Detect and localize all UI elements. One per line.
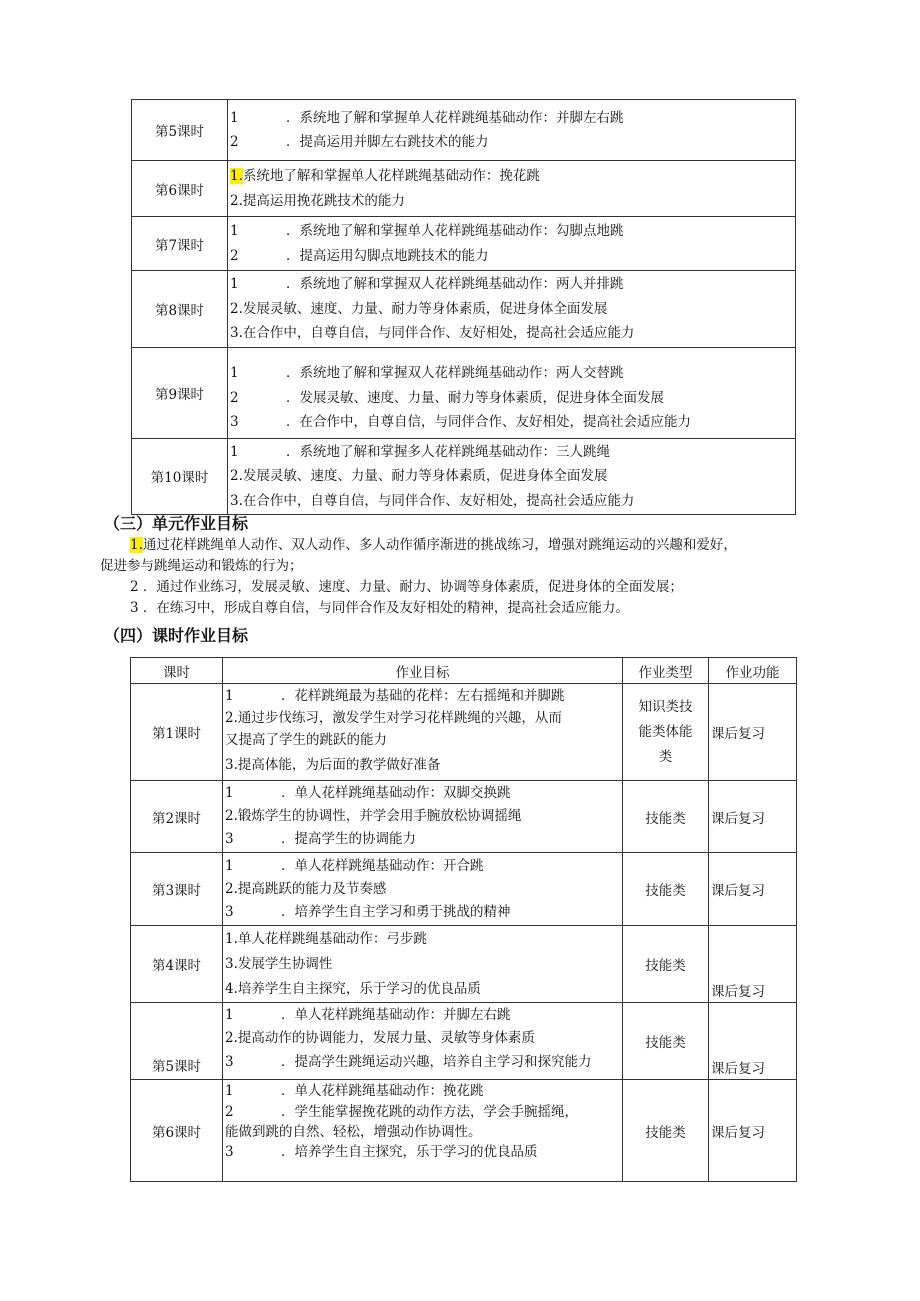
lesson-label: 第10课时	[132, 438, 228, 515]
lesson-goals: 1 ．系统地了解和掌握双人花样跳绳基础动作：两人交替跳 2 ．发展灵敏、速度、力量、耐力等身体素质，促进身体全面发展 3 ．在合作中，自尊自信，与同伴合作、友好相处，提高社会适应能力	[228, 347, 796, 438]
homework-type: 技能类	[623, 781, 709, 853]
table-row	[131, 1080, 797, 1182]
section-heading-lesson-homework-goals: （四）课时作业目标	[104, 626, 249, 645]
homework-type: 技能类	[623, 926, 709, 1003]
unit-goal-2: 2 ．通过作业练习，发展灵敏、速度、力量、耐力、协调等身体素质，促进身体的全面发展；	[130, 579, 683, 595]
lesson-label: 第8课时	[132, 271, 228, 348]
lesson-goals: 1.系统地了解和掌握单人花样跳绳基础动作：挽花跳 2.提高运用挽花跳技术的能力	[228, 161, 796, 217]
lesson-goals: 1 ．系统地了解和掌握单人花样跳绳基础动作：勾脚点地跳 2 ．提高运用勾脚点地跳技术的能力	[228, 217, 796, 271]
table-row	[131, 684, 797, 781]
table-row	[131, 1003, 797, 1080]
table-row	[132, 100, 796, 161]
lesson-goals: 1 ．系统地了解和掌握双人花样跳绳基础动作：两人并排跳 2.发展灵敏、速度、力量、耐力等身体素质，促进身体全面发展 3.在合作中，自尊自信，与同伴合作、友好相处，提高社会适应能力	[228, 271, 796, 348]
table-row	[131, 781, 797, 853]
homework-goals: 1 ．单人花样跳绳基础动作：挽花跳 2 ．学生能掌握挽花跳的动作方法，学会手腕摇绳， 能做到跳的自然、轻松，增强动作协调性。 3 ．培养学生自主探究，乐于学习的优良品质	[223, 1080, 623, 1182]
header-type: 作业类型	[623, 658, 709, 684]
lesson-label: 第7课时	[132, 217, 228, 271]
homework-function: 课后复习	[709, 1080, 797, 1182]
header-goal: 作业目标	[223, 658, 623, 684]
lesson-label: 第4课时	[131, 926, 223, 1003]
homework-type: 技能类	[623, 1080, 709, 1182]
table-row	[131, 853, 797, 926]
homework-type: 技能类	[623, 1003, 709, 1080]
lesson-label: 第6课时	[131, 1080, 223, 1182]
header-function: 作业功能	[709, 658, 797, 684]
homework-function: 课后复习	[709, 684, 797, 781]
homework-type: 技能类	[623, 853, 709, 926]
homework-goals: 1 ．花样跳绳最为基础的花样：左右摇绳和并脚跳 2.通过步伐练习，激发学生对学习花样跳绳的兴趣，从而 又提高了学生的跳跃的能力 3.提高体能，为后面的教学做好准备	[223, 684, 623, 781]
homework-function: 课后复习	[709, 781, 797, 853]
table-row	[132, 438, 796, 515]
table-row	[131, 926, 797, 1003]
homework-type: 知识类技 能类体能 类	[623, 684, 709, 781]
lesson-label: 第5课时	[132, 100, 228, 161]
unit-goal-3: 3 ．在练习中，形成自尊自信，与同伴合作及友好相处的精神，提高社会适应能力。	[130, 600, 629, 616]
lesson-label: 第1课时	[131, 684, 223, 781]
lesson-label: 第2课时	[131, 781, 223, 853]
lesson-goals: 1 ．系统地了解和掌握多人花样跳绳基础动作：三人跳绳 2.发展灵敏、速度、力量、耐力等身体素质，促进身体全面发展 3.在合作中，自尊自信，与同伴合作、友好相处，提高社会适应能力	[228, 438, 796, 515]
lesson-label: 第5课时	[131, 1003, 223, 1080]
table-row	[132, 347, 796, 438]
homework-function: 课后复习	[709, 1003, 797, 1080]
lesson-goals: 1 ．系统地了解和掌握单人花样跳绳基础动作：并脚左右跳 2 ．提高运用并脚左右跳技术的能力	[228, 100, 796, 161]
homework-function: 课后复习	[709, 853, 797, 926]
section-heading-unit-goals: （三）单元作业目标	[104, 514, 249, 533]
header-lesson: 课时	[131, 658, 223, 684]
table-row	[132, 217, 796, 271]
lesson-label: 第3课时	[131, 853, 223, 926]
lesson-label: 第6课时	[132, 161, 228, 217]
unit-goals-text	[100, 535, 820, 619]
homework-goals-table	[130, 657, 797, 1182]
table-header-row	[131, 658, 797, 684]
homework-function: 课后复习	[709, 926, 797, 1003]
table-row	[132, 161, 796, 217]
highlighted-number: 1.	[230, 168, 243, 184]
table-row	[132, 271, 796, 348]
lesson-goals-table	[131, 99, 796, 515]
homework-goals: 1 ．单人花样跳绳基础动作：并脚左右跳 2.提高动作的协调能力，发展力量、灵敏等身体素质 3 ．提高学生跳绳运动兴趣，培养自主学习和探究能力	[223, 1003, 623, 1080]
unit-goal-1-continued: 促进参与跳绳运动和锻炼的行为；	[100, 558, 303, 574]
highlighted-number: 1.	[130, 537, 143, 553]
homework-goals: 1 ．单人花样跳绳基础动作：开合跳 2.提高跳跃的能力及节奏感 3 ．培养学生自主学习和勇于挑战的精神	[223, 853, 623, 926]
homework-goals: 1.单人花样跳绳基础动作：弓步跳 3.发展学生协调性 4.培养学生自主探究，乐于学习的优良品质	[223, 926, 623, 1003]
lesson-label: 第9课时	[132, 347, 228, 438]
unit-goal-1: 1.通过花样跳绳单人动作、双人动作、多人动作循序渐进的挑战练习，增强对跳绳运动的兴趣和爱好，	[130, 537, 737, 553]
homework-goals: 1 ．单人花样跳绳基础动作：双脚交换跳 2.锻炼学生的协调性，并学会用手腕放松协调摇绳 3 ．提高学生的协调能力	[223, 781, 623, 853]
